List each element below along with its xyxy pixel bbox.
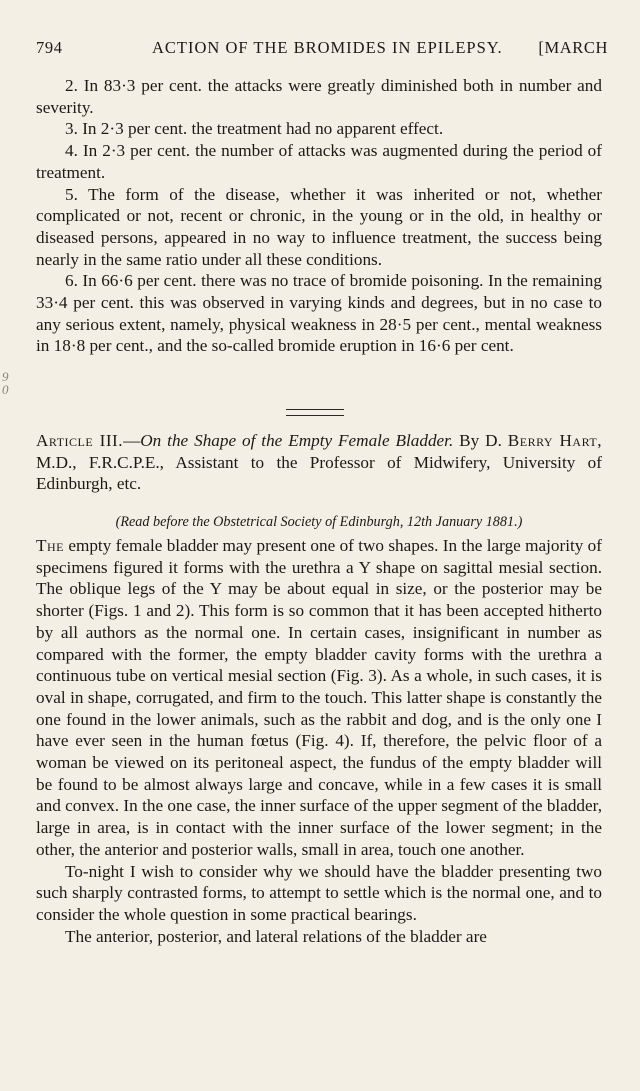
running-header — [36, 38, 616, 64]
read-before-note — [36, 512, 602, 532]
article-title: On the Shape of the Empty Female Bladder. — [140, 431, 454, 450]
lead-word: The — [36, 536, 64, 555]
section-divider — [286, 409, 344, 416]
article-by: By D. — [453, 431, 502, 450]
running-title: ACTION OF THE BROMIDES IN EPILEPSY. — [152, 38, 503, 57]
article-dash: — — [123, 431, 141, 450]
article-heading — [36, 430, 602, 495]
finding-item: 3. In 2·3 per cent. the treatment had no apparent effect. — [65, 119, 444, 139]
article-label: Article III. — [36, 431, 124, 450]
body-paragraph — [36, 535, 602, 861]
running-month: [MARCH — [538, 38, 608, 57]
finding-item: 5. The form of the disease, whether it was inherited or not, whether complicated or not, recent or chronic, in the young or in the old, in healthy or diseased persons, appeared in no way to influence treatment, the success being nearly in the same ratio under all these conditions. — [36, 184, 602, 269]
article-body — [36, 535, 602, 947]
paragraph-text: empty female bladder may present one of two shapes. In the large majority of specimens figured it forms with the urethra a Y shape on sagittal mesial section. The oblique legs of the Y may be about equal in size, or the posterior may be shorter (Figs. 1 and 2). This form is so common that it has been accepted hitherto by all authors as the normal one. In certain cases, insignificant in number as compared with the former, the empty bladder cavity forms with the urethra a continuous tube on vertical mesial section (Fig. 3). As a whole, in such cases, it is oval in shape, corrugated, and firm to the touch. This latter shape is constantly the one found in the lower animals, such as the rabbit and dog, and is the only one I have ever seen in the human fœtus (Fig. 4). If, therefore, the pelvic floor of a woman be viewed on its peritoneal aspect, the fundus of the empty bladder will be found to be almost always large and concave, while in a few cases it is small and convex. In the one case, the inner surface of the upper segment of the bladder, large in area, is in contact with the inner surface of the lower segment; in the other, the anterior and posterior walls, small in area, touch one another. — [36, 536, 602, 859]
margin-pencil-mark: 9 0 — [2, 369, 9, 397]
finding-item: 6. In 66·6 per cent. there was no trace of bromide poisoning. In the remaining 33·4 per cent. this was observed in varying kinds and degrees, but in no case to any serious extent, namely, physical weakness in 28·5 per cent., mental weakness in 18·8 per cent., and the so-called bromide eruption in 16·6 per cent. — [36, 271, 602, 356]
finding-item: 4. In 2·3 per cent. the number of attacks was augmented during the period of treatment. — [36, 141, 602, 182]
article-author-credentials: M.D., F.R.C.P.E., Assistant to the Professor of Midwifery, University of Edinburgh, etc. — [36, 452, 602, 494]
body-paragraph: To-night I wish to consider why we should have the bladder presenting two such sharply contrasted forms, to attempt to settle which is the normal one, and to consider the whole question in some practical bearings. — [36, 861, 602, 924]
article-title-line — [36, 430, 602, 495]
page-number: 794 — [36, 38, 63, 57]
article-author: Berry Hart, — [507, 431, 603, 450]
numbered-findings — [36, 75, 602, 357]
finding-item: 2. In 83·3 per cent. the attacks were greatly diminished both in number and severity. — [36, 76, 602, 117]
body-paragraph: The anterior, posterior, and lateral relations of the bladder are — [65, 926, 487, 946]
read-note-text: (Read before the Obstetrical Society of Edinburgh, 12th January 1881.) — [115, 514, 523, 530]
